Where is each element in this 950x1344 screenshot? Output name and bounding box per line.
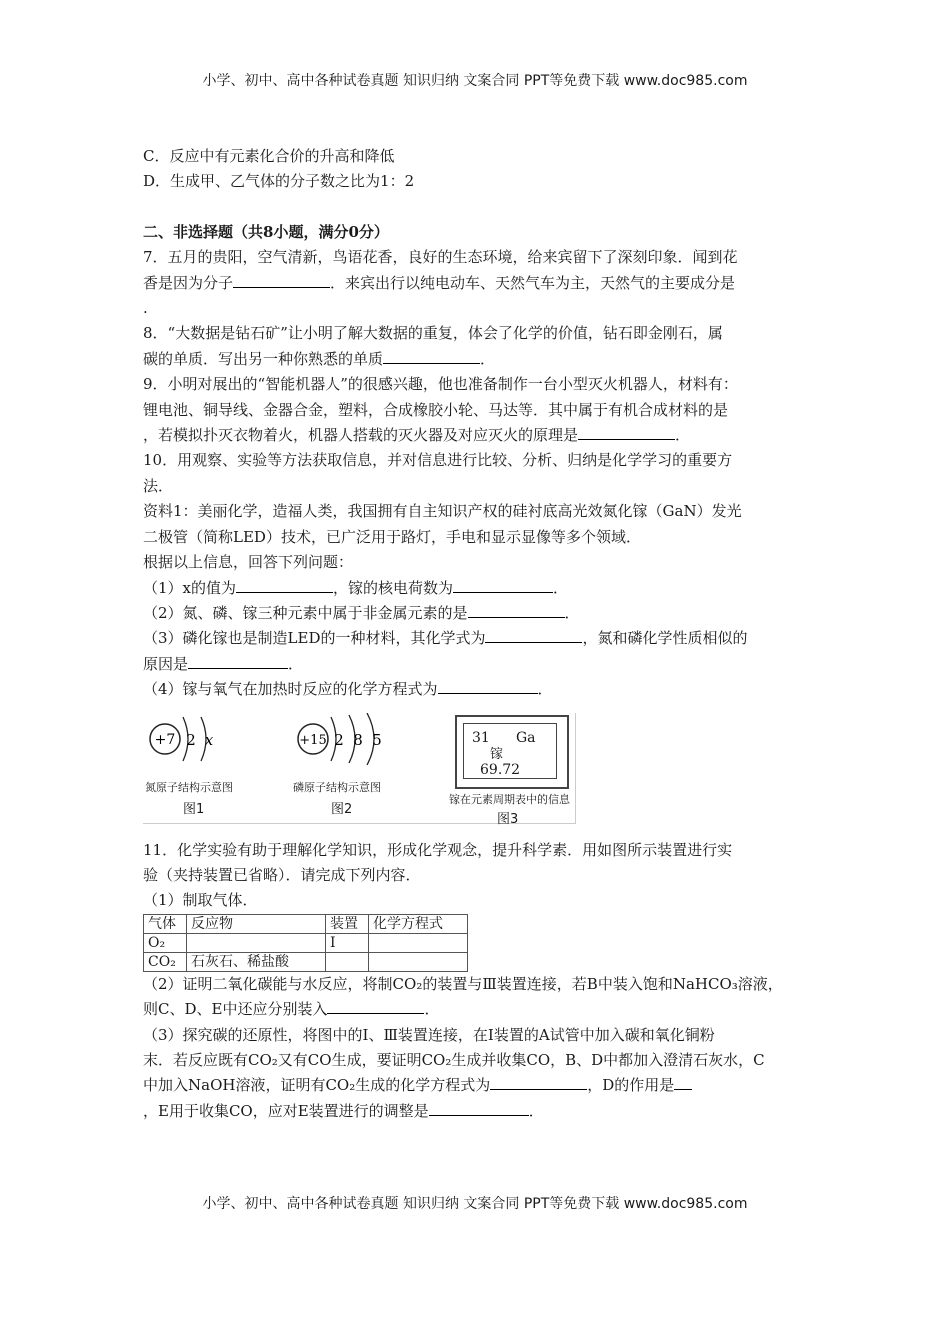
question-11-line1: 11．化学实验有助于理解化学知识，形成化学观念，提升科学素．用如图所示装置进行实 xyxy=(143,840,733,859)
answer-blank[interactable] xyxy=(383,347,480,364)
figure-1 xyxy=(143,713,263,817)
figure-1-caption: 图1 xyxy=(183,801,205,817)
table-header: 气体 xyxy=(144,914,187,933)
periodic-table-cell xyxy=(455,715,569,789)
question-10-1: （1）x的值为 ，镓的核电荷数为 ． xyxy=(143,576,813,601)
question-10-material2: 二极管（简称LED）技术，已广泛用于路灯，手电和显示显像等多个领域． xyxy=(143,527,641,546)
gas-preparation-table xyxy=(143,914,468,972)
figure-2-label: 磷原子结构示意图 xyxy=(293,780,381,794)
question-11-3c: 中加入NaOH溶液，证明有CO₂生成的化学方程式为 ，D的作用是 xyxy=(143,1073,813,1098)
question-11-2a: （2）证明二氧化碳能与水反应，将制CO₂的装置与Ⅲ装置连接，若B中装入饱和NaHCO₃溶液， xyxy=(143,974,783,993)
table-header: 装置 xyxy=(326,914,369,933)
page-header: 小学、初中、高中各种试卷真题 知识归纳 文案合同 PPT等免费下载 www.doc985.com xyxy=(202,73,748,89)
answer-blank[interactable] xyxy=(674,1073,692,1090)
nucleus-charge: +15 xyxy=(299,732,327,748)
answer-blank[interactable] xyxy=(429,1099,529,1116)
question-11-3d: ，E用于收集CO，应对E装置进行的调整是 ． xyxy=(143,1099,813,1124)
table-row xyxy=(144,952,468,971)
shell-electrons: x xyxy=(204,730,214,749)
question-8-line2: 碳的单质．写出另一种你熟悉的单质 ． xyxy=(143,347,813,372)
answer-blank[interactable] xyxy=(236,576,333,593)
element-symbol: Ga xyxy=(516,729,536,746)
nucleus-charge: +7 xyxy=(154,731,176,748)
table-cell[interactable] xyxy=(187,933,326,952)
table-cell: O₂ xyxy=(144,933,187,952)
answer-blank[interactable] xyxy=(453,576,553,593)
question-10-4: （4）镓与氧气在加热时反应的化学方程式为 ． xyxy=(143,677,813,702)
question-11-1: （1）制取气体． xyxy=(143,891,258,910)
question-11-line2: 验（夹持装置已省略）．请完成下列内容． xyxy=(143,865,421,884)
shell-electrons: 5 xyxy=(372,730,382,749)
question-11-3a: （3）探究碳的还原性，将图中的Ⅰ、Ⅲ装置连接，在Ⅰ装置的A试管中加入碳和氧化铜粉 xyxy=(143,1025,715,1044)
question-10-line1: 10．用观察、实验等方法获取信息，并对信息进行比较、分析、归纳是化学学习的重要方 xyxy=(143,451,733,470)
question-8-line1: 8．“大数据是钻石矿”让小明了解大数据的重复，体会了化学的价值，钻石即金刚石，属 xyxy=(143,324,723,343)
answer-blank[interactable] xyxy=(468,601,565,618)
question-7-line3: . xyxy=(143,299,148,318)
figure-3-caption: 图3 xyxy=(497,811,519,827)
option-c: C．反应中有元素化合价的升高和降低 xyxy=(143,147,395,165)
question-10-2: （2）氮、磷、镓三种元素中属于非金属元素的是 ． xyxy=(143,601,813,626)
answer-blank[interactable] xyxy=(485,626,582,643)
question-11-2b: 则C、D、E中还应分别装入 ． xyxy=(143,997,813,1022)
table-cell: Ⅰ xyxy=(326,933,369,952)
table-row xyxy=(144,933,468,952)
table-cell[interactable] xyxy=(369,952,468,971)
question-10-prompt: 根据以上信息，回答下列问题： xyxy=(143,553,354,572)
question-10-3b: 原因是 ． xyxy=(143,652,813,677)
shell-electrons: 2 xyxy=(334,730,344,749)
answer-blank[interactable] xyxy=(578,423,675,440)
page-footer: 小学、初中、高中各种试卷真题 知识归纳 文案合同 PPT等免费下载 www.doc985.com xyxy=(202,1196,748,1212)
answer-blank[interactable] xyxy=(327,997,424,1014)
question-10-line2: 法． xyxy=(143,476,174,495)
table-cell[interactable] xyxy=(326,952,369,971)
question-10-3a: （3）磷化镓也是制造LED的一种材料，其化学式为 ，氮和磷化学性质相似的 xyxy=(143,626,813,651)
shell-electrons: 2 xyxy=(186,730,196,749)
answer-blank[interactable] xyxy=(233,271,330,288)
question-7-line2: 香是因为分子 ．来宾出行以纯电动车、天然气车为主，天然气的主要成分是 xyxy=(143,271,813,296)
question-11-3b: 末．若反应既有CO₂又有CO生成，要证明CO₂生成并收集CO，B、D中都加入澄清石灰水，C xyxy=(143,1050,765,1069)
figure-3-label: 镓在元素周期表中的信息 xyxy=(449,792,570,806)
figure-2 xyxy=(291,713,431,817)
table-header-row xyxy=(144,914,468,933)
table-header: 化学方程式 xyxy=(369,914,468,933)
figure-2-caption: 图2 xyxy=(331,801,353,817)
document-body xyxy=(143,144,813,1124)
atomic-mass: 69.72 xyxy=(480,761,521,778)
atomic-number: 31 xyxy=(472,729,490,746)
question-10-material1: 资料1：美丽化学，造福人类，我国拥有自主知识产权的硅衬底高光效氮化镓（GaN）发光 xyxy=(143,502,742,521)
question-9-line2: 锂电池、铜导线、金器合金，塑料，合成橡胶小轮、马达等．其中属于有机合成材料的是 xyxy=(143,400,729,419)
table-cell: 石灰石、稀盐酸 xyxy=(187,952,326,971)
element-name: 镓 xyxy=(490,746,504,762)
atom-figures xyxy=(143,713,576,827)
figure-1-label: 氮原子结构示意图 xyxy=(145,780,233,794)
answer-blank[interactable] xyxy=(438,677,538,694)
table-cell[interactable] xyxy=(369,933,468,952)
question-9-line1: 9．小明对展出的“智能机器人”的很感兴趣，他也准备制作一台小型灭火机器人，材料有： xyxy=(143,375,738,394)
question-7-line1: 7．五月的贵阳，空气清新，鸟语花香，良好的生态环境，给来宾留下了深刻印象．闻到花 xyxy=(143,248,738,267)
answer-blank[interactable] xyxy=(490,1073,587,1090)
question-9-line3: ，若模拟扑灭衣物着火，机器人搭载的灭火器及对应灭火的原理是 ． xyxy=(143,423,813,448)
table-cell: CO₂ xyxy=(144,952,187,971)
shell-electrons: 8 xyxy=(353,730,363,749)
section-title: 二、非选择题（共8小题，满分0分） xyxy=(143,222,389,241)
option-d: D．生成甲、乙气体的分子数之比为1：2 xyxy=(143,172,415,191)
answer-blank[interactable] xyxy=(188,652,288,669)
table-header: 反应物 xyxy=(187,914,326,933)
